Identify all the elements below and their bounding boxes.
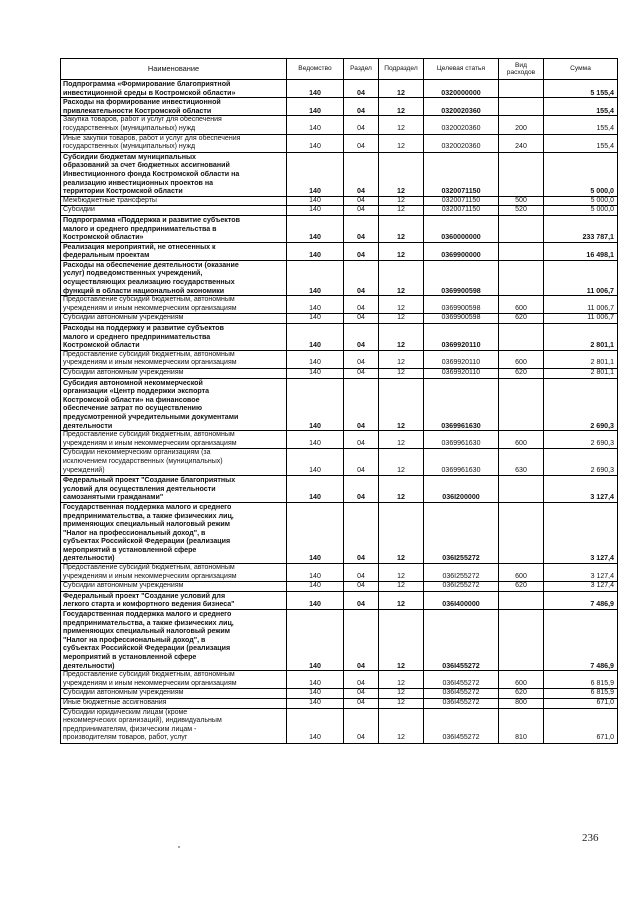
cell-name: Субсидии бюджетам муниципальных образований за счет бюджетных ассигнований Инвестиционного фонда Костромской области на реализацию инвестиционных проектов на территории Костромской области bbox=[61, 152, 287, 196]
cell-department: 140 bbox=[287, 378, 344, 431]
table-row bbox=[61, 324, 618, 351]
cell-subsection: 12 bbox=[379, 378, 424, 431]
table-row bbox=[61, 350, 618, 368]
cell-target-article: 0320071150 bbox=[424, 196, 499, 206]
cell-amount: 2 801,1 bbox=[544, 369, 618, 379]
cell-amount: 6 815,9 bbox=[544, 689, 618, 699]
cell-name: Подпрограмма «Поддержка и развитие субъектов малого и среднего предпринимательства в Костромской области» bbox=[61, 215, 287, 242]
cell-name: Государственная поддержка малого и среднего предпринимательства, а также физических лиц, применяющих специальный налоговый режим "Налог на профессиональный доход", в субъектах Российской Федерации (реализация мероприятий в установленной сфере деятельности) bbox=[61, 610, 287, 671]
cell-target-article: 036I200000 bbox=[424, 476, 499, 503]
cell-department: 140 bbox=[287, 242, 344, 260]
table-row bbox=[61, 196, 618, 206]
table-row bbox=[61, 476, 618, 503]
table-row bbox=[61, 698, 618, 708]
cell-subsection: 12 bbox=[379, 698, 424, 708]
table-header-row bbox=[61, 59, 618, 80]
header-target-article: Целевая статья bbox=[424, 59, 499, 80]
cell-subsection: 12 bbox=[379, 476, 424, 503]
cell-name: Предоставление субсидий бюджетным, автономным учреждениям и иным некоммерческим организациям bbox=[61, 296, 287, 314]
cell-name: Федеральный проект "Создание условий для легкого старта и комфортного ведения бизнеса" bbox=[61, 591, 287, 609]
cell-name: Предоставление субсидий бюджетным, автономным учреждениям и иным некоммерческим организациям bbox=[61, 431, 287, 449]
table-row bbox=[61, 98, 618, 116]
cell-section: 04 bbox=[344, 242, 379, 260]
cell-name: Предоставление субсидий бюджетным, автономным учреждениям и иным некоммерческим организациям bbox=[61, 564, 287, 582]
cell-section: 04 bbox=[344, 134, 379, 152]
cell-amount: 11 006,7 bbox=[544, 314, 618, 324]
cell-expense-type bbox=[499, 502, 544, 563]
cell-department: 140 bbox=[287, 502, 344, 563]
cell-name: Межбюджетные трансферты bbox=[61, 196, 287, 206]
cell-expense-type: 800 bbox=[499, 698, 544, 708]
cell-target-article: 0369900598 bbox=[424, 296, 499, 314]
cell-expense-type bbox=[499, 324, 544, 351]
cell-name: Закупка товаров, работ и услуг для обеспечения государственных (муниципальных) нужд bbox=[61, 116, 287, 134]
cell-expense-type bbox=[499, 215, 544, 242]
cell-subsection: 12 bbox=[379, 116, 424, 134]
cell-amount: 3 127,4 bbox=[544, 582, 618, 592]
cell-section: 04 bbox=[344, 350, 379, 368]
cell-subsection: 12 bbox=[379, 215, 424, 242]
cell-expense-type bbox=[499, 242, 544, 260]
cell-target-article: 0320000000 bbox=[424, 80, 499, 98]
cell-section: 04 bbox=[344, 582, 379, 592]
table-row bbox=[61, 671, 618, 689]
cell-section: 04 bbox=[344, 476, 379, 503]
cell-name: Иные закупки товаров, работ и услуг для обеспечения государственных (муниципальных) нужд bbox=[61, 134, 287, 152]
header-name: Наименование bbox=[61, 59, 287, 80]
cell-amount: 3 127,4 bbox=[544, 502, 618, 563]
cell-section: 04 bbox=[344, 206, 379, 216]
cell-target-article: 0369961630 bbox=[424, 449, 499, 476]
cell-expense-type: 600 bbox=[499, 564, 544, 582]
table-row bbox=[61, 296, 618, 314]
cell-expense-type: 520 bbox=[499, 206, 544, 216]
cell-section: 04 bbox=[344, 610, 379, 671]
cell-expense-type: 600 bbox=[499, 296, 544, 314]
cell-amount: 11 006,7 bbox=[544, 296, 618, 314]
cell-amount: 671,0 bbox=[544, 698, 618, 708]
cell-target-article: 036I455272 bbox=[424, 698, 499, 708]
scan-artifact bbox=[178, 846, 180, 848]
cell-expense-type: 620 bbox=[499, 689, 544, 699]
table-row bbox=[61, 708, 618, 743]
cell-section: 04 bbox=[344, 80, 379, 98]
cell-amount: 5 000,0 bbox=[544, 196, 618, 206]
cell-section: 04 bbox=[344, 215, 379, 242]
cell-department: 140 bbox=[287, 431, 344, 449]
cell-subsection: 12 bbox=[379, 431, 424, 449]
cell-target-article: 0369900000 bbox=[424, 242, 499, 260]
cell-target-article: 0369961630 bbox=[424, 431, 499, 449]
cell-section: 04 bbox=[344, 502, 379, 563]
cell-expense-type: 200 bbox=[499, 116, 544, 134]
cell-subsection: 12 bbox=[379, 80, 424, 98]
table-row bbox=[61, 206, 618, 216]
cell-department: 140 bbox=[287, 152, 344, 196]
cell-target-article: 036I455272 bbox=[424, 610, 499, 671]
cell-name: Расходы на поддержку и развитие субъектов малого и среднего предпринимательства Костромской области bbox=[61, 324, 287, 351]
cell-name: Субсидии автономным учреждениям bbox=[61, 369, 287, 379]
cell-amount: 671,0 bbox=[544, 708, 618, 743]
cell-subsection: 12 bbox=[379, 582, 424, 592]
cell-section: 04 bbox=[344, 98, 379, 116]
cell-department: 140 bbox=[287, 80, 344, 98]
cell-section: 04 bbox=[344, 698, 379, 708]
cell-expense-type bbox=[499, 260, 544, 295]
cell-expense-type: 620 bbox=[499, 369, 544, 379]
table-row bbox=[61, 378, 618, 431]
page-number: 236 bbox=[582, 832, 599, 844]
cell-department: 140 bbox=[287, 582, 344, 592]
table-row bbox=[61, 80, 618, 98]
cell-subsection: 12 bbox=[379, 314, 424, 324]
cell-target-article: 0320020360 bbox=[424, 116, 499, 134]
cell-expense-type: 600 bbox=[499, 350, 544, 368]
cell-amount: 16 498,1 bbox=[544, 242, 618, 260]
cell-target-article: 0369900598 bbox=[424, 260, 499, 295]
cell-subsection: 12 bbox=[379, 196, 424, 206]
cell-target-article: 0369920110 bbox=[424, 324, 499, 351]
cell-target-article: 0360000000 bbox=[424, 215, 499, 242]
cell-target-article: 0320020360 bbox=[424, 134, 499, 152]
table-row bbox=[61, 564, 618, 582]
cell-name: Субсидии bbox=[61, 206, 287, 216]
table-row bbox=[61, 242, 618, 260]
cell-department: 140 bbox=[287, 369, 344, 379]
header-subsection: Подраздел bbox=[379, 59, 424, 80]
header-expense-type: Вид расходов bbox=[499, 59, 544, 80]
cell-expense-type bbox=[499, 378, 544, 431]
cell-subsection: 12 bbox=[379, 98, 424, 116]
cell-name: Предоставление субсидий бюджетным, автономным учреждениям и иным некоммерческим организациям bbox=[61, 671, 287, 689]
cell-expense-type: 630 bbox=[499, 449, 544, 476]
cell-department: 140 bbox=[287, 591, 344, 609]
cell-expense-type: 620 bbox=[499, 582, 544, 592]
cell-department: 140 bbox=[287, 116, 344, 134]
cell-section: 04 bbox=[344, 689, 379, 699]
cell-department: 140 bbox=[287, 206, 344, 216]
cell-amount: 233 787,1 bbox=[544, 215, 618, 242]
cell-expense-type: 240 bbox=[499, 134, 544, 152]
cell-target-article: 0369920110 bbox=[424, 369, 499, 379]
cell-department: 140 bbox=[287, 449, 344, 476]
table-row bbox=[61, 369, 618, 379]
cell-expense-type: 810 bbox=[499, 708, 544, 743]
cell-target-article: 036I255272 bbox=[424, 582, 499, 592]
cell-target-article: 036I455272 bbox=[424, 689, 499, 699]
cell-amount: 2 801,1 bbox=[544, 324, 618, 351]
cell-section: 04 bbox=[344, 116, 379, 134]
cell-target-article: 0320071150 bbox=[424, 152, 499, 196]
table-row bbox=[61, 260, 618, 295]
cell-subsection: 12 bbox=[379, 260, 424, 295]
table-row bbox=[61, 431, 618, 449]
cell-expense-type bbox=[499, 152, 544, 196]
table-row bbox=[61, 215, 618, 242]
cell-expense-type bbox=[499, 98, 544, 116]
cell-section: 04 bbox=[344, 196, 379, 206]
cell-amount: 3 127,4 bbox=[544, 564, 618, 582]
table-row bbox=[61, 610, 618, 671]
table-row bbox=[61, 152, 618, 196]
header-section: Раздел bbox=[344, 59, 379, 80]
cell-section: 04 bbox=[344, 369, 379, 379]
cell-subsection: 12 bbox=[379, 671, 424, 689]
cell-section: 04 bbox=[344, 314, 379, 324]
cell-name: Иные бюджетные ассигнования bbox=[61, 698, 287, 708]
cell-department: 140 bbox=[287, 698, 344, 708]
cell-department: 140 bbox=[287, 476, 344, 503]
cell-section: 04 bbox=[344, 260, 379, 295]
cell-subsection: 12 bbox=[379, 689, 424, 699]
table-body bbox=[61, 80, 618, 744]
budget-table bbox=[60, 58, 618, 744]
cell-subsection: 12 bbox=[379, 591, 424, 609]
cell-target-article: 036I255272 bbox=[424, 564, 499, 582]
cell-department: 140 bbox=[287, 215, 344, 242]
cell-department: 140 bbox=[287, 296, 344, 314]
cell-department: 140 bbox=[287, 314, 344, 324]
cell-name: Расходы на формирование инвестиционной привлекательности Костромской области bbox=[61, 98, 287, 116]
cell-target-article: 0320020360 bbox=[424, 98, 499, 116]
cell-subsection: 12 bbox=[379, 449, 424, 476]
cell-section: 04 bbox=[344, 378, 379, 431]
cell-expense-type bbox=[499, 591, 544, 609]
table-row bbox=[61, 314, 618, 324]
cell-subsection: 12 bbox=[379, 502, 424, 563]
cell-department: 140 bbox=[287, 671, 344, 689]
cell-amount: 155,4 bbox=[544, 98, 618, 116]
cell-section: 04 bbox=[344, 591, 379, 609]
table-row bbox=[61, 116, 618, 134]
cell-department: 140 bbox=[287, 350, 344, 368]
cell-expense-type: 600 bbox=[499, 671, 544, 689]
cell-section: 04 bbox=[344, 708, 379, 743]
cell-expense-type: 500 bbox=[499, 196, 544, 206]
cell-name: Субсидии некоммерческим организациям (за исключением государственных (муниципальных) учреждений) bbox=[61, 449, 287, 476]
cell-subsection: 12 bbox=[379, 152, 424, 196]
cell-target-article: 0369961630 bbox=[424, 378, 499, 431]
cell-subsection: 12 bbox=[379, 369, 424, 379]
cell-name: Предоставление субсидий бюджетным, автономным учреждениям и иным некоммерческим организациям bbox=[61, 350, 287, 368]
cell-department: 140 bbox=[287, 324, 344, 351]
cell-target-article: 036I255272 bbox=[424, 502, 499, 563]
header-amount: Сумма bbox=[544, 59, 618, 80]
cell-amount: 155,4 bbox=[544, 134, 618, 152]
cell-target-article: 0369920110 bbox=[424, 350, 499, 368]
cell-subsection: 12 bbox=[379, 206, 424, 216]
cell-name: Субсидия автономной некоммерческой организации «Центр поддержки экспорта Костромской области» на финансовое обеспечение затрат по осуществлению предусмотренной учредительными документами деятельности bbox=[61, 378, 287, 431]
cell-amount: 155,4 bbox=[544, 116, 618, 134]
cell-amount: 7 486,9 bbox=[544, 591, 618, 609]
cell-amount: 2 690,3 bbox=[544, 431, 618, 449]
cell-subsection: 12 bbox=[379, 242, 424, 260]
cell-name: Федеральный проект "Создание благоприятных условий для осуществления деятельности самозанятыми гражданами" bbox=[61, 476, 287, 503]
cell-amount: 11 006,7 bbox=[544, 260, 618, 295]
cell-section: 04 bbox=[344, 431, 379, 449]
cell-amount: 5 155,4 bbox=[544, 80, 618, 98]
cell-section: 04 bbox=[344, 296, 379, 314]
cell-name: Субсидии автономным учреждениям bbox=[61, 314, 287, 324]
cell-department: 140 bbox=[287, 610, 344, 671]
cell-expense-type bbox=[499, 476, 544, 503]
cell-name: Субсидии автономным учреждениям bbox=[61, 582, 287, 592]
cell-expense-type: 600 bbox=[499, 431, 544, 449]
cell-expense-type bbox=[499, 80, 544, 98]
cell-subsection: 12 bbox=[379, 324, 424, 351]
cell-amount: 2 801,1 bbox=[544, 350, 618, 368]
cell-name: Государственная поддержка малого и среднего предпринимательства, а также физических лиц, применяющих специальный налоговый режим "Налог на профессиональный доход", в субъектах Российской Федерации (реализация мероприятий в установленной сфере деятельности) bbox=[61, 502, 287, 563]
table-row bbox=[61, 689, 618, 699]
cell-amount: 6 815,9 bbox=[544, 671, 618, 689]
cell-section: 04 bbox=[344, 449, 379, 476]
cell-expense-type: 620 bbox=[499, 314, 544, 324]
cell-expense-type bbox=[499, 610, 544, 671]
table-row bbox=[61, 582, 618, 592]
cell-name: Расходы на обеспечение деятельности (оказание услуг) подведомственных учреждений, осуществляющих реализацию государственных функций в области национальной экономики bbox=[61, 260, 287, 295]
cell-target-article: 0369900598 bbox=[424, 314, 499, 324]
cell-name: Подпрограмма «Формирование благоприятной инвестиционной среды в Костромской области» bbox=[61, 80, 287, 98]
table-row bbox=[61, 591, 618, 609]
cell-section: 04 bbox=[344, 324, 379, 351]
table-row bbox=[61, 449, 618, 476]
table-row bbox=[61, 134, 618, 152]
cell-department: 140 bbox=[287, 196, 344, 206]
cell-target-article: 036I400000 bbox=[424, 591, 499, 609]
cell-amount: 3 127,4 bbox=[544, 476, 618, 503]
cell-amount: 5 000,0 bbox=[544, 206, 618, 216]
cell-section: 04 bbox=[344, 152, 379, 196]
cell-amount: 7 486,9 bbox=[544, 610, 618, 671]
cell-section: 04 bbox=[344, 564, 379, 582]
cell-department: 140 bbox=[287, 260, 344, 295]
header-department: Ведомство bbox=[287, 59, 344, 80]
cell-subsection: 12 bbox=[379, 296, 424, 314]
table-row bbox=[61, 502, 618, 563]
cell-department: 140 bbox=[287, 708, 344, 743]
cell-name: Субсидии юридическим лицам (кроме некоммерческих организаций), индивидуальным предпринимателям, физическим лицам - производителям товаров, работ, услуг bbox=[61, 708, 287, 743]
cell-department: 140 bbox=[287, 134, 344, 152]
cell-subsection: 12 bbox=[379, 350, 424, 368]
cell-amount: 2 690,3 bbox=[544, 449, 618, 476]
cell-department: 140 bbox=[287, 689, 344, 699]
cell-department: 140 bbox=[287, 564, 344, 582]
cell-subsection: 12 bbox=[379, 134, 424, 152]
cell-section: 04 bbox=[344, 671, 379, 689]
cell-target-article: 0320071150 bbox=[424, 206, 499, 216]
cell-target-article: 036I455272 bbox=[424, 671, 499, 689]
cell-subsection: 12 bbox=[379, 708, 424, 743]
cell-amount: 2 690,3 bbox=[544, 378, 618, 431]
cell-target-article: 036I455272 bbox=[424, 708, 499, 743]
cell-department: 140 bbox=[287, 98, 344, 116]
cell-name: Субсидии автономным учреждениям bbox=[61, 689, 287, 699]
cell-name: Реализация мероприятий, не отнесенных к федеральным проектам bbox=[61, 242, 287, 260]
cell-amount: 5 000,0 bbox=[544, 152, 618, 196]
cell-subsection: 12 bbox=[379, 564, 424, 582]
cell-subsection: 12 bbox=[379, 610, 424, 671]
